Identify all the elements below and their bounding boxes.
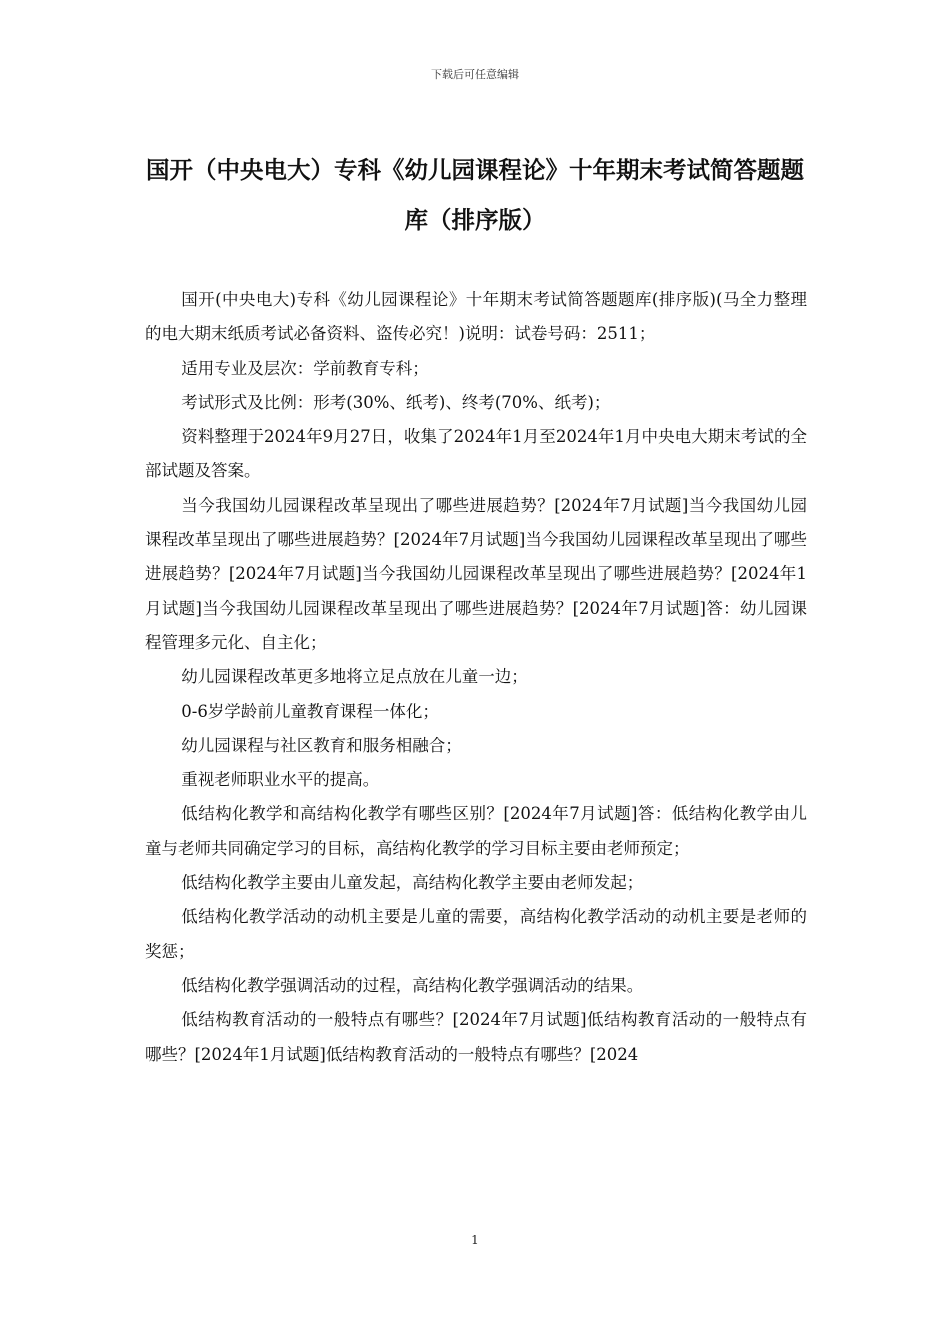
body-paragraph: 幼儿园课程改革更多地将立足点放在儿童一边； — [181, 667, 528, 687]
body-paragraph: 当今我国幼儿园课程改革呈现出了哪些进展趋势？[2024年7月试题]当今我国幼儿园课程改革呈现出了哪些进展趋势？[2024年7月试题]当今我国幼儿园课程改革呈现出了哪些进展趋势？[2024年7月试题]当今我国幼儿园课程改革呈现出了哪些进展趋势？[2024年1月试题]当今我国幼儿园课程改革呈现出了哪些进展趋势？[2024年7月试题]答：幼儿园课程管理多元化、自主化； — [145, 495, 807, 652]
body-paragraph: 考试形式及比例：形考(30%、纸考)、终考(70%、纸考)； — [181, 392, 611, 412]
body-paragraph: 资料整理于2024年9月27日，收集了2024年1月至2024年1月中央电大期末考试的全部试题及答案。 — [145, 427, 807, 481]
body-paragraph: 低结构教育活动的一般特点有哪些？[2024年7月试题]低结构教育活动的一般特点有哪些？[2024年1月试题]低结构教育活动的一般特点有哪些？[2024 — [145, 1010, 807, 1064]
body-paragraph: 适用专业及层次：学前教育专科； — [181, 358, 429, 378]
body-paragraph: 低结构化教学强调活动的过程，高结构化教学强调活动的结果。 — [181, 975, 644, 995]
body-paragraph: 0-6岁学龄前儿童教育课程一体化； — [181, 701, 439, 721]
body-paragraph: 幼儿园课程与社区教育和服务相融合； — [181, 735, 462, 755]
document-body — [145, 283, 807, 1072]
body-paragraph: 国开(中央电大)专科《幼儿园课程论》十年期末考试简答题题库(排序版)(马全力整理的电大期末纸质考试必备资料、盗传必究！)说明：试卷号码：2511； — [145, 290, 807, 344]
page-header-note: 下载后可任意编辑 — [431, 68, 519, 81]
body-paragraph: 低结构化教学主要由儿童发起，高结构化教学主要由老师发起； — [181, 873, 644, 893]
body-paragraph: 低结构化教学活动的动机主要是儿童的需要，高结构化教学活动的动机主要是老师的奖惩； — [145, 907, 807, 961]
document-title: 国开（中央电大）专科《幼儿园课程论》十年期末考试简答题题库（排序版） — [146, 156, 804, 234]
body-paragraph: 重视老师职业水平的提高。 — [181, 770, 380, 790]
body-paragraph: 低结构化教学和高结构化教学有哪些区别？[2024年7月试题]答：低结构化教学由儿童与老师共同确定学习的目标，高结构化教学的学习目标主要由老师预定； — [145, 804, 807, 858]
page-number: 1 — [471, 1233, 479, 1247]
